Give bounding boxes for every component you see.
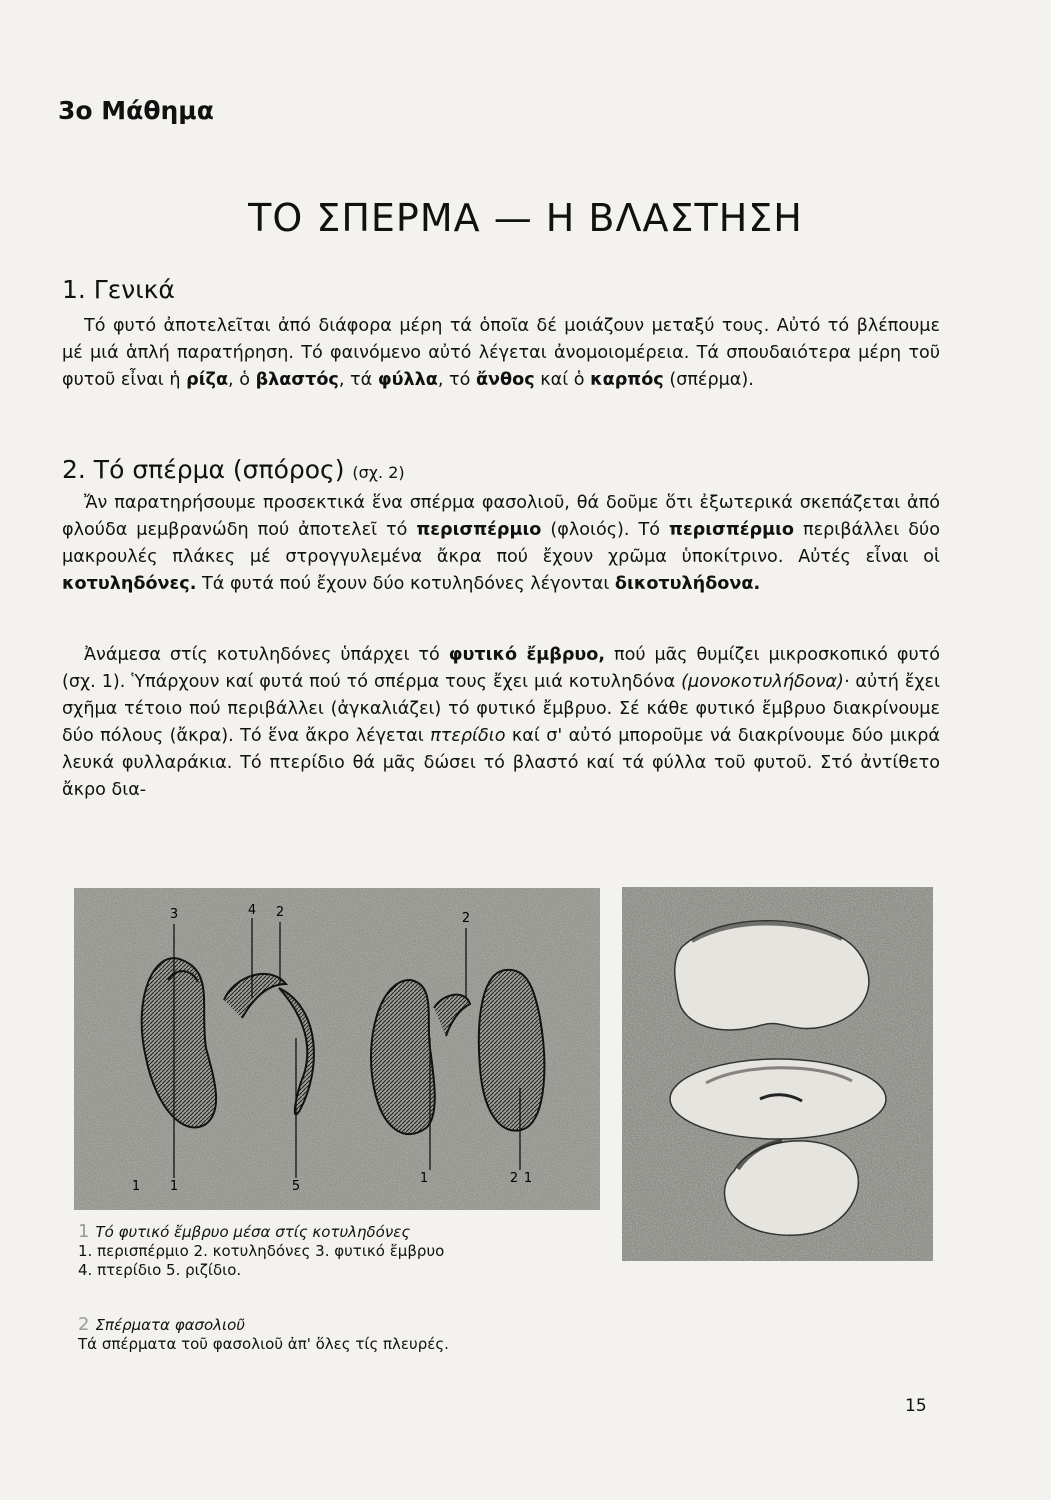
callout-label: 1: [131, 1179, 141, 1194]
figure-1-drawing: [74, 888, 600, 1210]
callout-label: 4: [247, 903, 257, 918]
section-2-paragraph-2: Ἀνάμεσα στίς κοτυληδόνες ὑπάρχει τό φυτικό ἔμβρυο, πού μᾶς θυμίζει μικροσκοπικό φυτό (σχ. 1). Ὑπάρχουν καί φυτά πού τό σπέρμα τους ἔχει μιά κοτυληδόνα (μονοκοτυλήδονα)· αὐτή ἔχει σχῆμα τέτοιο πού περιβάλλει (ἀγκαλιάζει) τό φυτικό ἔμβρυο. Σέ κάθε φυτικό ἔμβρυο διακρίνουμε δύο πόλους (ἄκρα). Τό ἕνα ἄκρο λέγεται πτερίδιο καί σ' αὐτό μποροῦμε νά διακρίνουμε δύο μικρά λευκά φυλλαράκια. Τό πτερίδιο θά μᾶς δώσει τό βλαστό καί τά φύλλα τοῦ φυτοῦ. Στό ἀντίθετο ἄκρο δια-: [62, 645, 941, 800]
figure-1-legend-line-1: 1. περισπέρμιο 2. κοτυληδόνες 3. φυτικό ἔμβρυο: [78, 1242, 445, 1260]
section-1-paragraph: Τό φυτό ἀποτελεῖται ἀπό διάφορα μέρη τά ὁποῖα δέ μοιάζουν μεταξύ τους. Αὐτό τό βλέπουμε μέ μιά ἁπλή παρατήρηση. Τό φαινόμενο αὐτό λέγεται ἀνομοιομέρεια. Τά σπουδαιότερα μέρη τοῦ φυτοῦ εἶναι ἡ ρίζα, ὁ βλαστός, τά φύλλα, τό ἄνθος καί ὁ καρπός (σπέρμα).: [62, 316, 940, 390]
callout-label: 3: [169, 907, 179, 922]
section-2-paragraph-1: Ἄν παρατηρήσουμε προσεκτικά ἕνα σπέρμα φασολιοῦ, θά δοῦμε ὅτι ἐξωτερικά σκεπάζεται ἀπό φλούδα μεμβρανώδη πού ἀποτελεῖ τό περισπέρμιο (φλοιός). Τό περισπέρμιο περιβάλλει δύο μακρουλές πλάκες μέ στρογγυλεμένα ἄκρα πού ἔχουν χρῶμα ὑποκίτρινο. Αὐτές εἶναι οἱ κοτυληδόνες. Τά φυτά πού ἔχουν δύο κοτυληδόνες λέγονται δικοτυλήδονα.: [62, 493, 941, 594]
figure-1-number: 1: [78, 1221, 90, 1242]
figure-1-caption: [78, 1222, 444, 1280]
figure-2-title: Σπέρματα φασολιοῦ: [95, 1316, 245, 1334]
lesson-label: 3ο Μάθημα: [58, 96, 214, 125]
section-2-heading: 2. Τό σπέρμα (σπόρος) (σχ. 2): [62, 455, 405, 484]
seed-2-right-half: [479, 970, 545, 1131]
figure-1-title: Τό φυτικό ἔμβρυο μέσα στίς κοτυληδόνες: [95, 1223, 411, 1241]
figure-1-legend-line-2: 4. πτερίδιο 5. ριζίδιο.: [78, 1261, 242, 1279]
callout-label: 2: [509, 1171, 519, 1186]
callout-label: 2: [275, 905, 285, 920]
figure-2-drawing: [622, 887, 933, 1261]
section-2-figure-ref: (σχ. 2): [352, 463, 405, 482]
page-title: ΤΟ ΣΠΕΡΜΑ — Η ΒΛΑΣΤΗΣΗ: [248, 196, 803, 240]
figure-2-caption: [78, 1315, 449, 1354]
figure-1-embryo-illustration: [74, 888, 600, 1210]
callout-label: 5: [291, 1179, 301, 1194]
callout-label: 1: [169, 1179, 179, 1194]
figure-2-bean-seeds-photo: [622, 887, 933, 1261]
figure-2-number: 2: [78, 1314, 90, 1335]
page-number: 15: [905, 1396, 927, 1416]
figure-2-legend-line: Τά σπέρματα τοῦ φασολιοῦ ἀπ' ὅλες τίς πλευρές.: [78, 1335, 449, 1353]
bean-seed-top: [670, 1059, 886, 1139]
section-1-heading: 1. Γενικά: [62, 275, 175, 304]
callout-label: 1: [419, 1171, 429, 1186]
callout-label: 1: [523, 1171, 533, 1186]
callout-label: 2: [461, 911, 471, 926]
